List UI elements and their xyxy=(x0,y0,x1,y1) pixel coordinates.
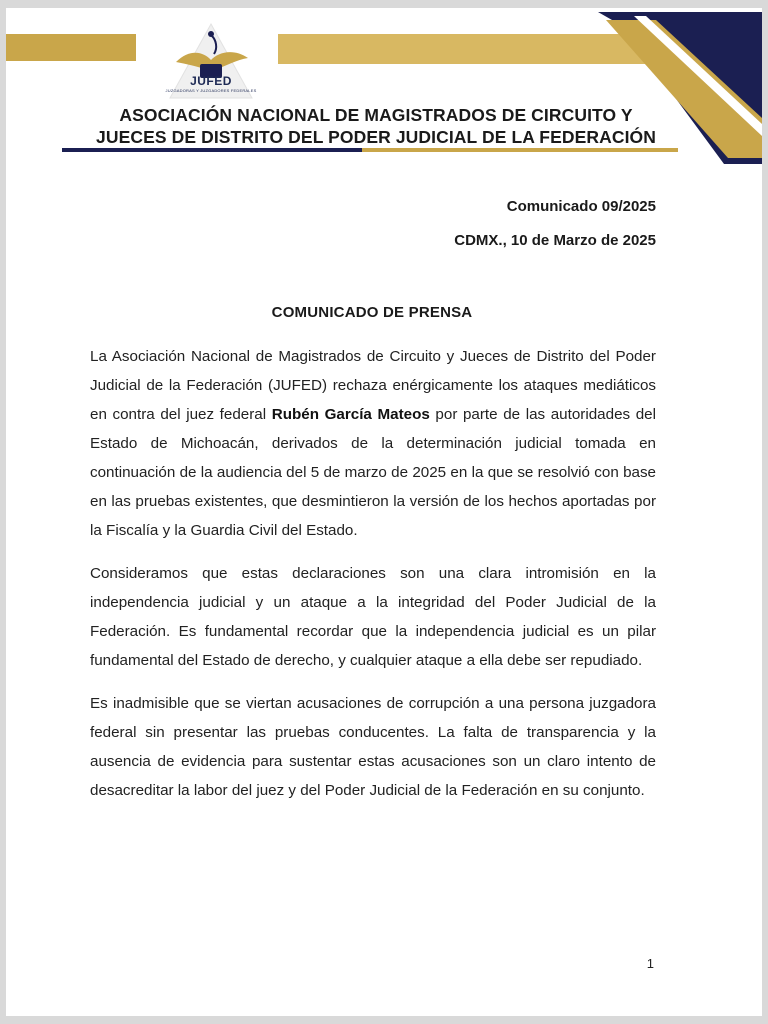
judge-name: Rubén García Mateos xyxy=(271,406,430,423)
paragraph-1-end: por parte de las autoridades del Estado de Michoacán, derivados de la determinación judicial tomada en continuación de la audiencia del 5 de marzo de 2025 en la que se resolvió con base en las pruebas existentes, que desmintieron la versión de los hechos aportadas por la Fiscalía y la Guardia Civil del Estado. xyxy=(90,406,656,539)
logo-text: JUFED xyxy=(190,74,232,88)
paragraph-3: Es inadmisible que se viertan acusaciones de corrupción a una persona juzgadora federal sin presentar las pruebas conducentes. La falta de transparencia y la ausencia de evidencia para sustentar estas acusaciones son un claro intento de desacreditar la labor del juez y del Poder Judicial de la Federación en su conjunto. xyxy=(90,695,656,799)
underline-gold xyxy=(362,148,678,152)
organization-title xyxy=(36,104,716,148)
paragraph-1 xyxy=(90,342,656,545)
header-decoration xyxy=(6,8,762,178)
communique-date: CDMX., 10 de Marzo de 2025 xyxy=(454,232,656,249)
page-number: 1 xyxy=(646,956,654,971)
jufed-logo xyxy=(156,18,266,108)
logo-subtext: JUZGADORAS Y JUZGADORES FEDERALES xyxy=(165,88,257,93)
left-gold-bar xyxy=(6,34,136,61)
document-page xyxy=(6,8,762,1016)
paragraph-2: Consideramos que estas declaraciones son una clara intromisión en la independencia judicial y un ataque a la integridad del Poder Judicial de la Federación. Es fundamental recordar que la independencia judicial es un pilar fundamental del Estado de derecho, y cualquier ataque a ella debe ser repudiado. xyxy=(90,565,656,669)
document-body xyxy=(90,342,656,819)
underline-navy xyxy=(62,148,362,152)
press-release-heading: COMUNICADO DE PRENSA xyxy=(271,304,473,321)
paragraph-1-start: La Asociación Nacional de Magistrados de Circuito y Jueces de Distrito del Poder Judicial de la Federación (JUFED) rechaza enérgicamente los ataques mediáticos en contra del juez federal xyxy=(90,348,656,423)
communique-number: Comunicado 09/2025 xyxy=(506,198,656,215)
org-title-line-2: JUECES DE DISTRITO DEL PODER JUDICIAL DE LA FEDERACIÓN xyxy=(96,127,656,147)
org-title-line-1: ASOCIACIÓN NACIONAL DE MAGISTRADOS DE CIRCUITO Y xyxy=(119,105,633,125)
